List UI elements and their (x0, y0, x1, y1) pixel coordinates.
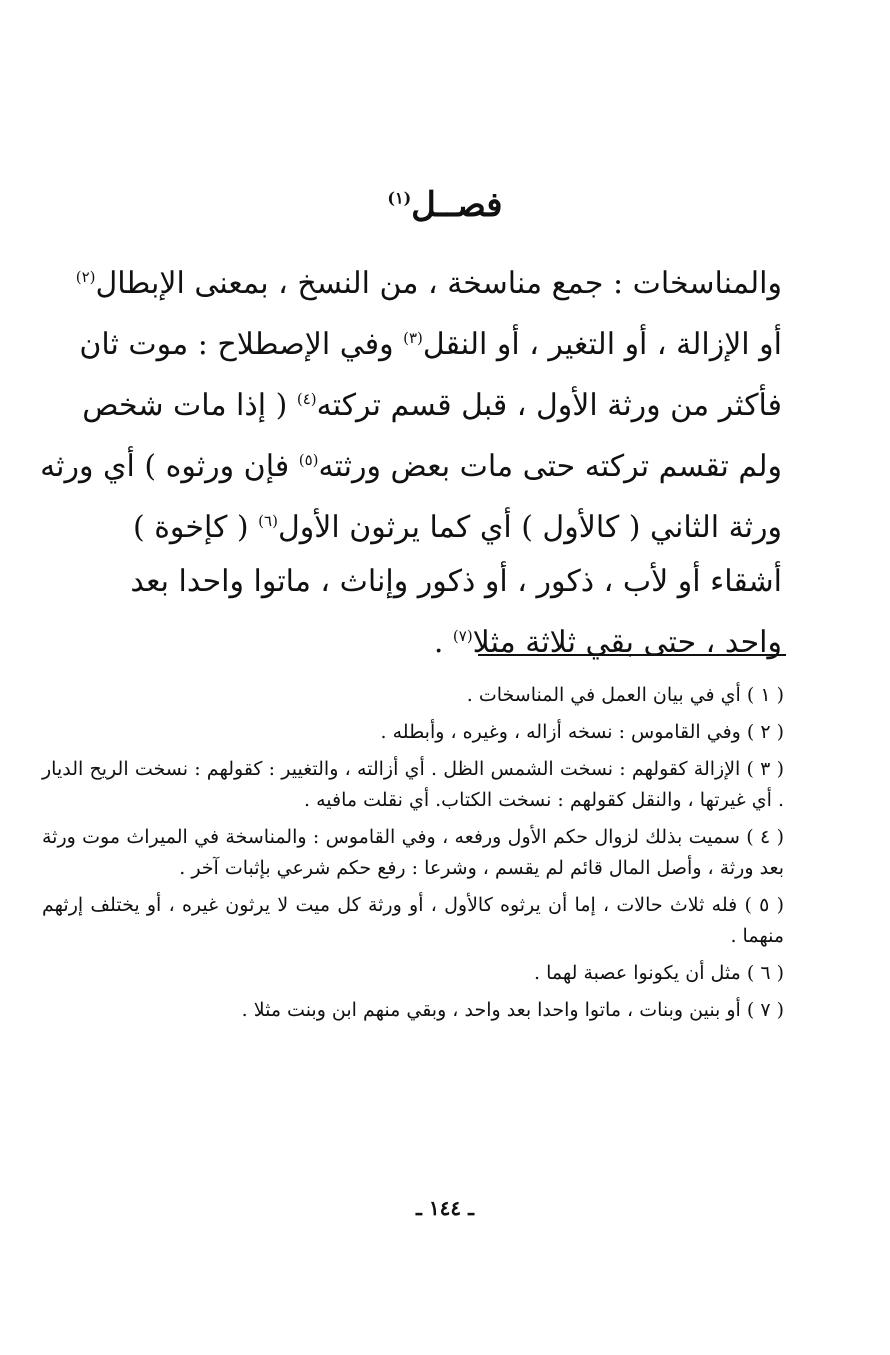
footnote: ( ٥ ) فله ثلاث حالات ، إما أن يرثوه كالأول ، أو ورثة كل ميت لا يرثون غيره ، أو يختلف إرثهم منهما . (42, 894, 785, 947)
footnote-marker: (٤) (296, 390, 317, 408)
footnote: ( ٦ ) مثل أن يكونوا عصبة لهما . (534, 962, 784, 984)
text-line (42, 555, 782, 609)
line-text: أو الإزالة ، أو التغير ، أو النقل (422, 327, 782, 362)
footnote-marker: (٢) (75, 268, 96, 286)
page-number: ـ ١٤٤ ـ (416, 1196, 474, 1220)
footnote: ( ٢ ) وفي القاموس : نسخه أزاله ، وغيره ، وأبطله . (380, 721, 784, 743)
footnote-marker: (٥) (298, 451, 319, 469)
line-text: والمناسخات : جمع مناسخة ، من النسخ ، بمعنى الإبطال (95, 266, 782, 301)
line-text-after: ( كإخوة ) (132, 510, 259, 545)
line-text-after: ( إذا مات شخص (82, 388, 297, 423)
footnote-marker: (٦) (258, 512, 278, 530)
footnotes (42, 680, 784, 1032)
line-text-after: . (433, 625, 453, 660)
footnote: ( ١ ) أي في بيان العمل في المناسخات . (466, 684, 784, 706)
footnote: ( ٧ ) أو بنين وبنات ، ماتوا واحدا بعد واحد ، وبقي منهم ابن وبنت مثلا . (241, 999, 784, 1021)
text-line (42, 311, 782, 372)
line-text: أشقاء أو لأب ، ذكور ، أو ذكور وإناث ، ماتوا واحدا بعد (130, 564, 782, 599)
footnote-marker: (٣) (403, 329, 423, 347)
section-heading (0, 185, 890, 225)
line-text-after: وفي الإصطلاح : موت ثان (79, 327, 404, 362)
text-line (42, 250, 782, 311)
line-text: فأكثر من ورثة الأول ، قبل قسم تركته (316, 388, 782, 423)
text-line (42, 372, 782, 433)
heading-footnote-marker: (١) (387, 188, 412, 208)
footnote-divider (478, 654, 786, 656)
footnote-marker: (٧) (452, 627, 473, 645)
line-text-after: فإن ورثوه ) أي ورثه (40, 449, 299, 484)
text-line (42, 433, 782, 494)
text-line (42, 494, 782, 555)
section-title: فصــل (411, 185, 503, 225)
main-text (42, 250, 782, 670)
line-text: ولم تقسم تركته حتى مات بعض ورثته (318, 449, 782, 484)
line-text: واحد ، حتى بقي ثلاثة مثلا (472, 625, 782, 660)
text-line (42, 609, 782, 670)
footnote: ( ٤ ) سميت بذلك لزوال حكم الأول ورفعه ، وفي القاموس : والمناسخة في الميراث موت ورثة بعد ورثة ، وأصل المال قائم لم يقسم ، وشرعا : رفع حكم شرعي بإثبات آخر . (42, 826, 784, 879)
footnote: ( ٣ ) الإزالة كقولهم : نسخت الشمس الظل . أي أزالته ، والتغيير : كقولهم : نسخت الريح الديار . أي غيرتها ، والنقل كقولهم : نسخت الكتاب. أي نقلت مافيه . (42, 758, 784, 811)
line-text: ورثة الثاني ( كالأول ) أي كما يرثون الأول (277, 510, 782, 545)
